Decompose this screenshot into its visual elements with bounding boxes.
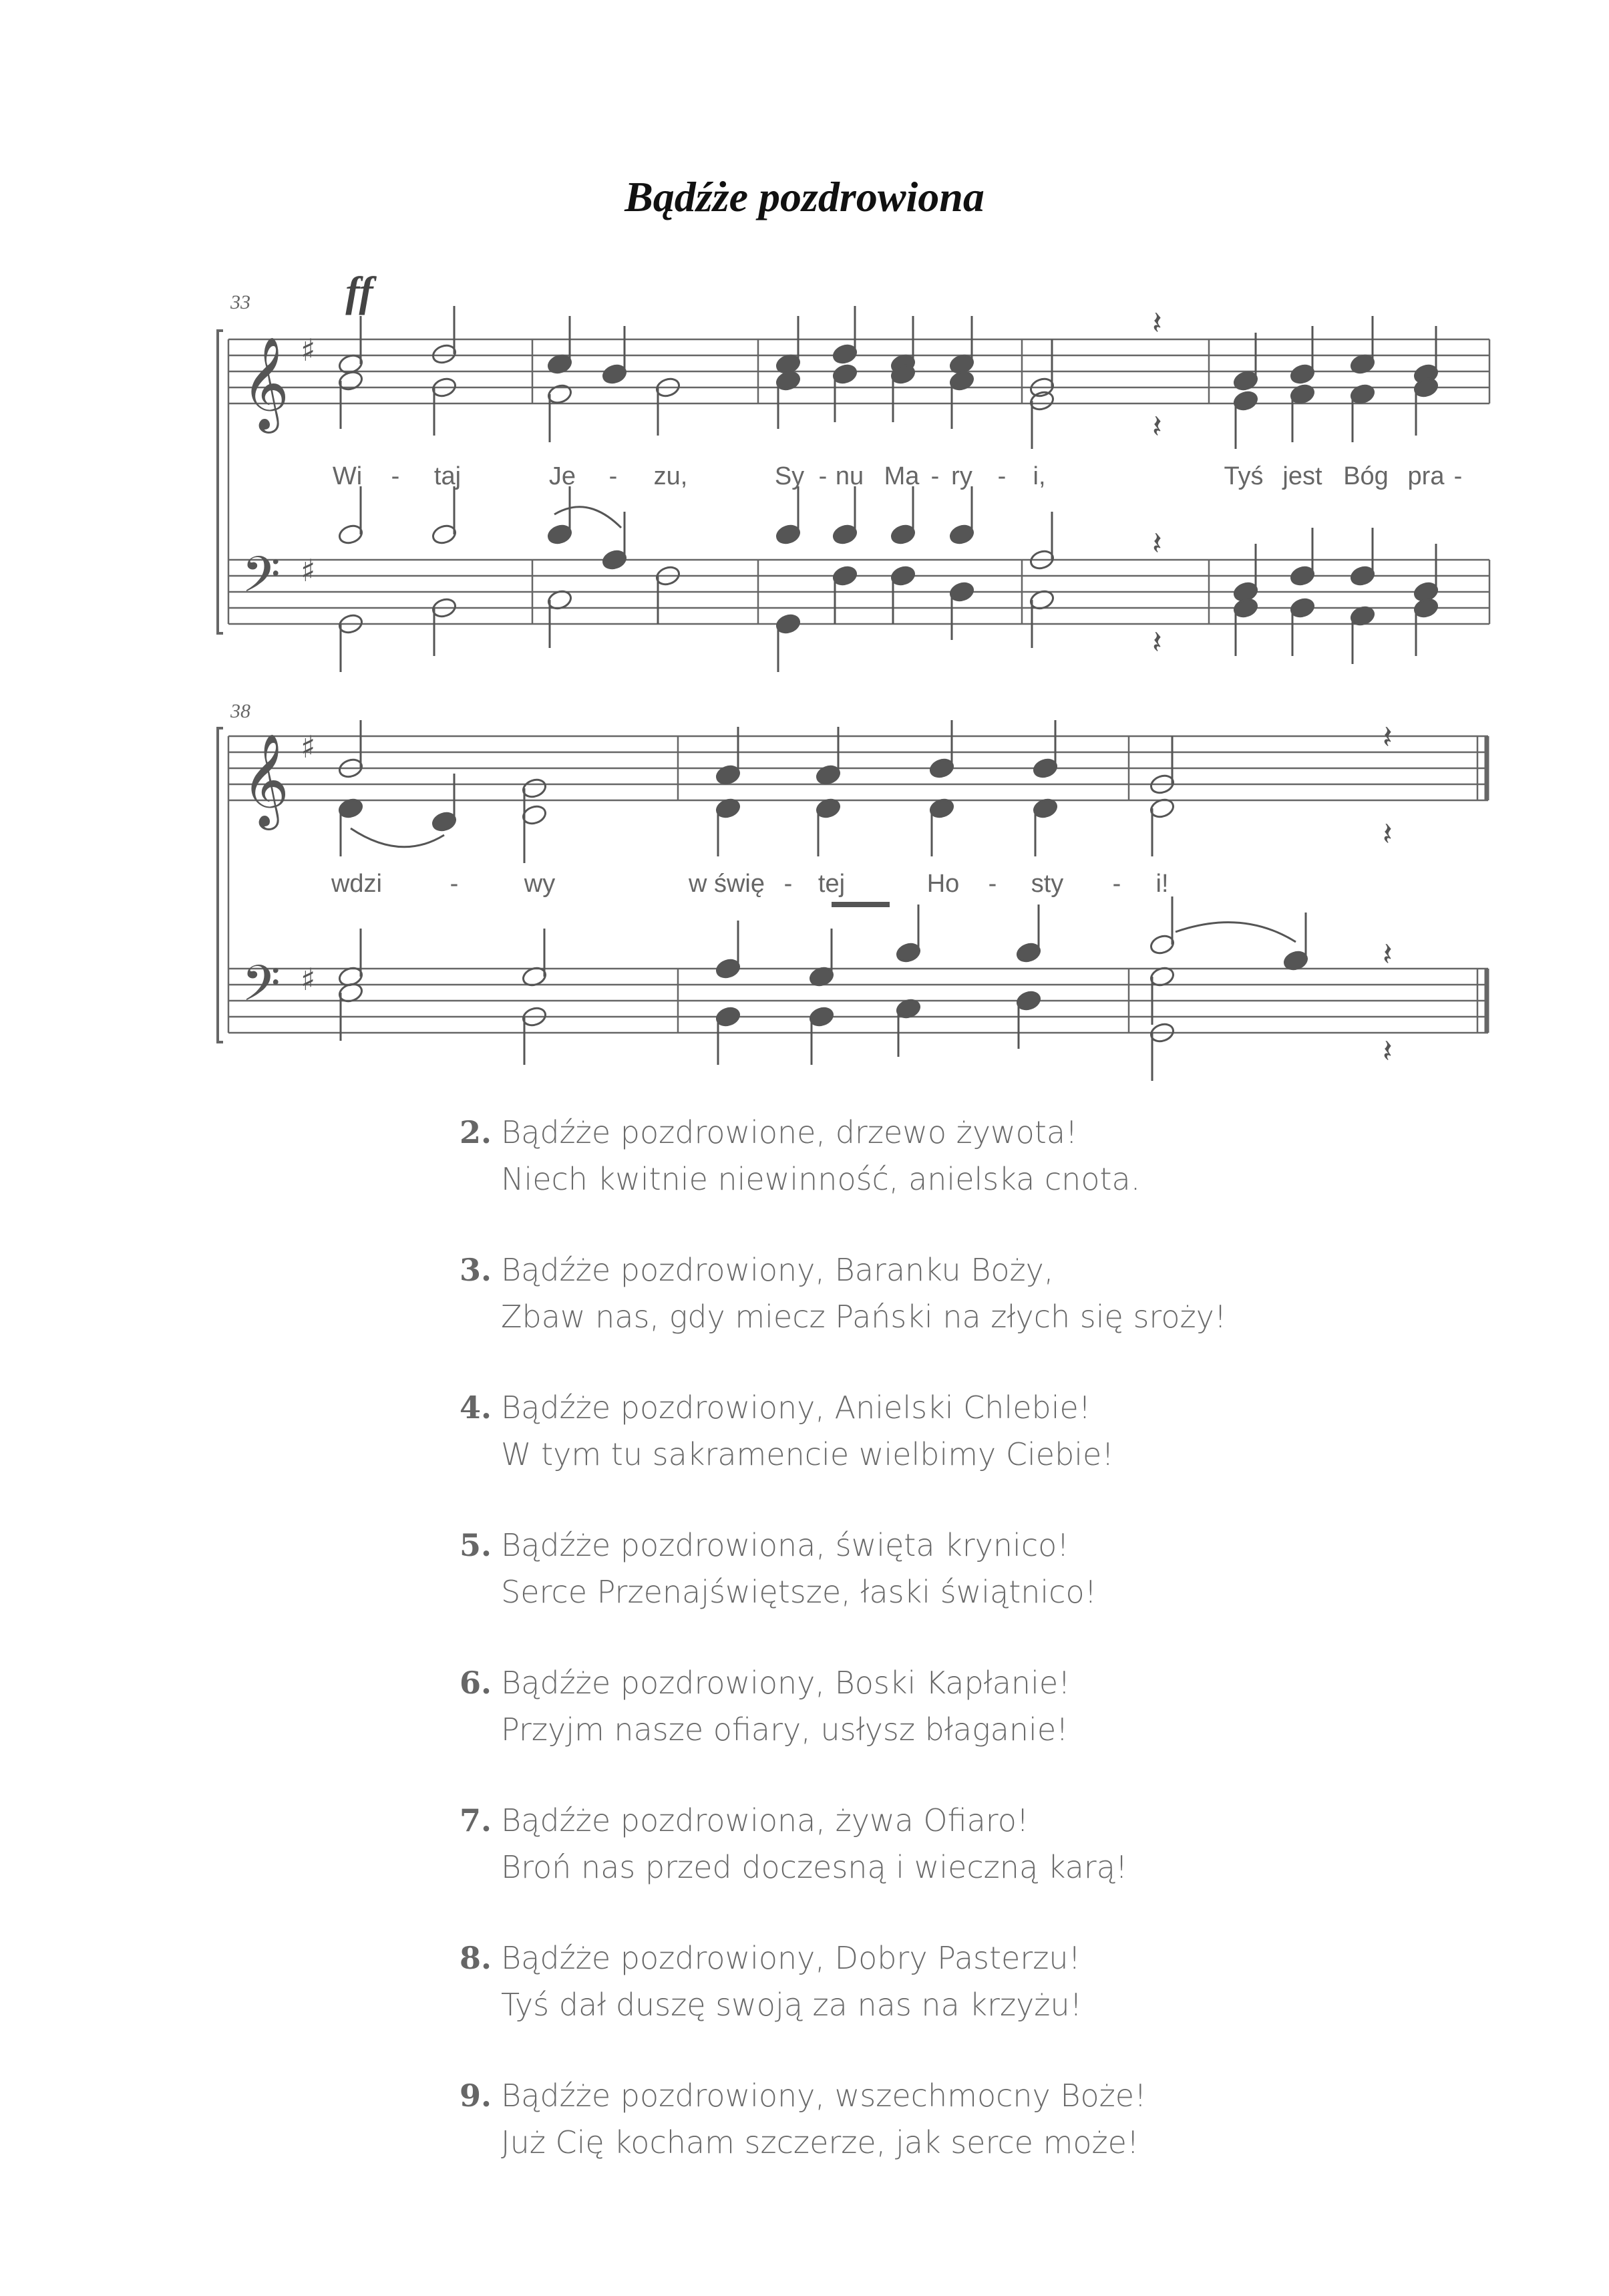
svg-text:𝄽: 𝄽 (1383, 936, 1393, 973)
svg-text:𝄽: 𝄽 (1383, 719, 1393, 756)
verse-5 (460, 1522, 1226, 1615)
lyric-syllable: - (1112, 870, 1121, 898)
lyric-syllable: - (988, 870, 997, 898)
verse-line: Bądźże pozdrowiona, święta krynico! (501, 1527, 1069, 1563)
verse-line: Bądźże pozdrowiony, Boski Kapłanie! (501, 1665, 1071, 1701)
system2-treble-staff (228, 736, 1488, 800)
lyric-syllable: Sy (774, 462, 805, 490)
verse-line: W tym tu sakramencie wielbimy Ciebie! (501, 1436, 1114, 1472)
verse-number: 3. (460, 1252, 492, 1288)
lyric-syllable: - (1453, 462, 1463, 490)
svg-text:𝄽: 𝄽 (1152, 624, 1162, 661)
lyric-syllable: - (450, 870, 459, 898)
lyric-syllable: tej (818, 870, 846, 898)
treble-clef-icon: 𝄞 (242, 337, 289, 430)
verse-2 (460, 1109, 1226, 1202)
lyric-syllable: wdzi (331, 870, 383, 898)
slur (1176, 923, 1296, 942)
svg-text:𝄽: 𝄽 (1152, 408, 1162, 446)
verse-line: Bądźże pozdrowiony, Baranku Boży, (501, 1252, 1054, 1288)
verse-9 (460, 2072, 1226, 2166)
song-title: Bądźże pozdrowiona (624, 173, 985, 220)
lyric-syllable: taj (433, 462, 462, 490)
lyric-syllable: ry (951, 462, 972, 490)
svg-text:𝄽: 𝄽 (1152, 305, 1162, 342)
verse-line: Bądźże pozdrowiona, żywa Ofiaro! (501, 1802, 1029, 1838)
lyric-syllable: w świę (688, 870, 765, 898)
measure-number: 33 (230, 291, 250, 313)
verse-line: Już Cię kocham szczerze, jak serce może! (501, 2124, 1139, 2160)
verse-7 (460, 1797, 1226, 1891)
svg-text:𝄽: 𝄽 (1383, 816, 1393, 853)
svg-text:♯: ♯ (301, 729, 316, 765)
verse-line: Bądźże pozdrowiony, wszechmocny Boże! (501, 2078, 1147, 2114)
bass-clef-icon: 𝄢 (242, 546, 281, 616)
lyric-syllable: Je (548, 462, 576, 490)
lyric-syllable: Bóg (1343, 462, 1389, 490)
svg-text:𝄽: 𝄽 (1152, 525, 1162, 562)
slur (554, 507, 621, 528)
verse-3 (460, 1247, 1226, 1340)
lyric-syllable: zu, (653, 462, 688, 490)
lyric-syllable: - (783, 870, 793, 898)
verse-line: Przyjm nasze ofiary, usłysz błaganie! (501, 1711, 1069, 1748)
lyric-syllable: i, (1033, 462, 1046, 490)
verse-line: Bądźże pozdrowiony, Dobry Pasterzu! (501, 1940, 1081, 1976)
lyric-syllable: - (997, 462, 1007, 490)
lyric-syllable: jest (1282, 462, 1322, 490)
verse-number: 9. (460, 2078, 492, 2114)
verses-list (460, 1109, 1226, 2210)
svg-text:𝄽: 𝄽 (1383, 1033, 1393, 1070)
verse-line: Bądźże pozdrowiony, Anielski Chlebie! (501, 1389, 1091, 1426)
verse-8 (460, 1935, 1226, 2028)
verse-number: 2. (460, 1114, 492, 1150)
verse-4 (460, 1384, 1226, 1478)
verse-line: Niech kwitnie niewinność, anielska cnota. (501, 1161, 1141, 1197)
verse-line: Zbaw nas, gdy miecz Pański na złych się sroży! (501, 1299, 1227, 1335)
lyric-syllable: - (608, 462, 618, 490)
lyric-syllable: - (930, 462, 940, 490)
lyric-syllable: - (391, 462, 400, 490)
lyric-syllable: pra (1407, 462, 1445, 490)
lyric-syllable: i! (1155, 870, 1169, 898)
verse-6 (460, 1659, 1226, 1753)
verse-line: Serce Przenajświętsze, łaski świątnico! (501, 1574, 1097, 1610)
treble-clef-icon: 𝄞 (242, 733, 289, 826)
lyric-syllable: - (818, 462, 828, 490)
verse-number: 5. (460, 1527, 492, 1563)
svg-text:♯: ♯ (301, 961, 316, 997)
svg-text:♯: ♯ (301, 332, 316, 368)
verse-number: 8. (460, 1940, 492, 1976)
verse-number: 6. (460, 1665, 492, 1701)
lyric-syllable: sty (1031, 870, 1064, 898)
dynamic-marking: ff (345, 268, 373, 315)
bass-clef-icon: 𝄢 (242, 955, 281, 1025)
lyric-syllable: Tyś (1224, 462, 1264, 490)
music-score (0, 0, 1609, 1136)
lyric-syllable: Wi (332, 462, 363, 490)
verse-line: Bądźże pozdrowione, drzewo żywota! (501, 1114, 1078, 1150)
verse-line: Broń nas przed doczesną i wieczną karą! (501, 1849, 1128, 1885)
measure-number: 38 (230, 700, 250, 722)
lyric-syllable: wy (524, 870, 556, 898)
lyric-syllable: nu (835, 462, 864, 490)
system2-bass-staff (228, 969, 1488, 1033)
verse-number: 7. (460, 1802, 492, 1838)
verse-line: Tyś dał duszę swoją za nas na krzyżu! (501, 1987, 1083, 2023)
verse-number: 4. (460, 1389, 492, 1426)
lyric-syllable: Ma (884, 462, 920, 490)
slur (351, 828, 444, 847)
lyric-syllable: Ho (926, 870, 960, 898)
svg-text:♯: ♯ (301, 552, 316, 589)
